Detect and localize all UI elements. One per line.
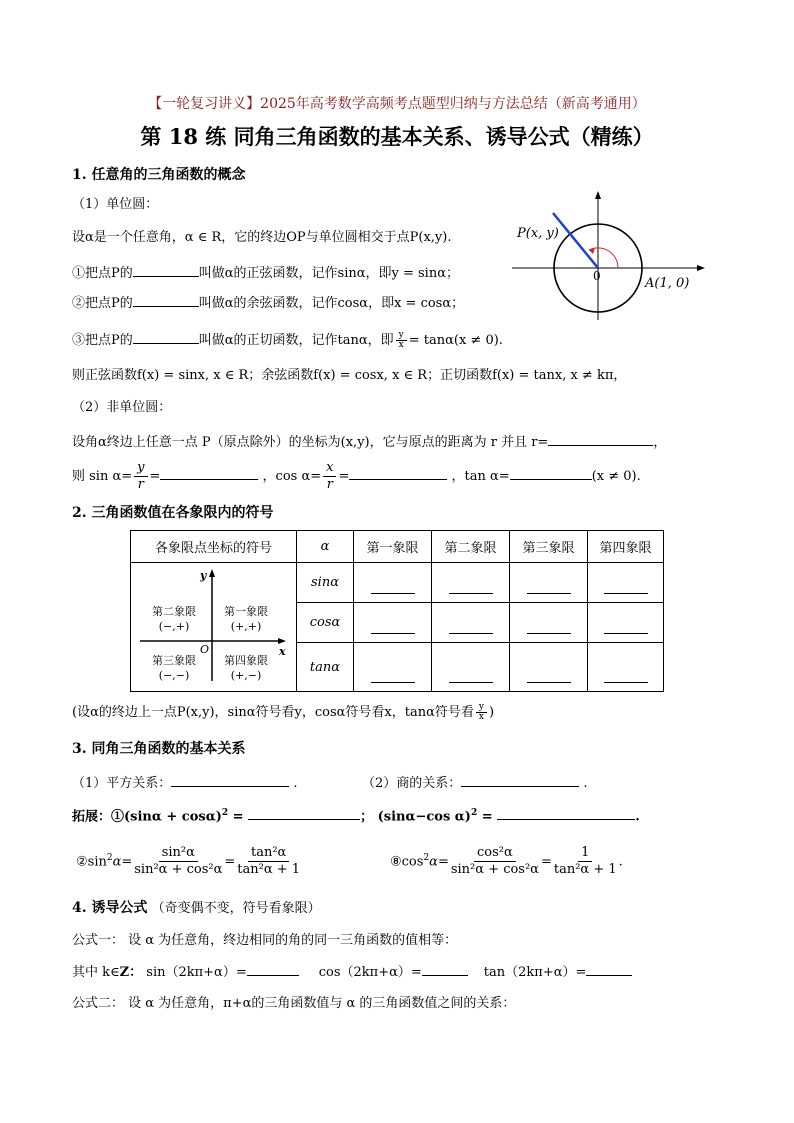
fill-blank bbox=[604, 682, 648, 683]
text: 2 bbox=[221, 808, 229, 818]
text: sin（2kπ+α）= bbox=[142, 965, 247, 980]
text: . bbox=[618, 854, 623, 870]
text: x bbox=[323, 460, 336, 477]
x-arrow-icon bbox=[278, 638, 286, 644]
text: . bbox=[583, 776, 588, 791]
fill-blank bbox=[133, 293, 199, 307]
text: . bbox=[293, 776, 298, 791]
fill-blank bbox=[371, 633, 415, 634]
text: 各象限点坐标的符号 bbox=[131, 531, 297, 563]
text-line bbox=[72, 263, 459, 283]
text: tanα bbox=[297, 643, 354, 692]
text: y bbox=[396, 331, 407, 341]
section-3-heading: 3. 同角三角函数的基本关系 bbox=[72, 741, 246, 757]
text: sin²α + cos²α bbox=[134, 862, 223, 878]
text: (+,+) bbox=[230, 620, 261, 633]
text-line bbox=[72, 460, 641, 494]
text: ) bbox=[488, 705, 495, 720]
fill-blank bbox=[461, 773, 579, 787]
fill-blank bbox=[527, 593, 571, 594]
text: 第一象限 bbox=[354, 531, 432, 563]
fill-blank bbox=[247, 962, 299, 976]
text: cos（2kπ+α）= bbox=[318, 965, 422, 980]
text: 第四象限 bbox=[223, 654, 268, 667]
text-line: 公式二： 设 α 为任意角，π+α的三角函数值与 α 的三角函数值之间的关系： bbox=[72, 996, 516, 1011]
text: 叫做α的正弦函数，记作sinα，即y = sinα； bbox=[198, 266, 459, 281]
text-line bbox=[72, 804, 640, 826]
text: sin²α bbox=[159, 845, 198, 862]
text: sin²α + cos²α bbox=[450, 862, 539, 878]
text: tan²α + 1 bbox=[553, 862, 617, 878]
fill-blank bbox=[349, 466, 447, 480]
text: ③把点P的 bbox=[72, 333, 133, 348]
text: y bbox=[476, 703, 487, 713]
text: （奇变偶不变，符号看象限） bbox=[147, 901, 321, 916]
label-p: P(x, y) bbox=[517, 226, 559, 241]
text: α= bbox=[429, 854, 449, 870]
fill-blank bbox=[248, 806, 360, 820]
formula-cos-squared: $⑧\cos^2\alpha=$ $\frac{\text{cos²α}}{\text{sin²α + cos²α}}$ = $\frac{1}{\text{tan²α + 1}}$ . bbox=[390, 845, 623, 878]
text: x bbox=[478, 712, 484, 722]
text: r bbox=[137, 477, 144, 492]
text: r bbox=[326, 477, 333, 492]
fill-blank bbox=[371, 593, 415, 594]
text: ； (sinα−cos α) bbox=[360, 809, 471, 825]
text: α= bbox=[112, 854, 133, 870]
text: tan²α + 1 bbox=[237, 862, 301, 878]
text-line bbox=[72, 773, 298, 793]
text: 设角α终边上任意一点 P（原点除外）的坐标为(x,y)，它与原点的距离为 r 并且 r= bbox=[72, 435, 549, 450]
text: . bbox=[635, 809, 640, 825]
sign-table bbox=[130, 530, 664, 692]
text: 第二象限 bbox=[432, 531, 510, 563]
text: (−,+) bbox=[158, 620, 189, 633]
fill-blank bbox=[527, 633, 571, 634]
fill-blank bbox=[604, 633, 648, 634]
formula-sin-squared: $②\sin^2\alpha=$ $\frac{\text{sin²α}}{\text{sin²α + cos²α}}$ = $\frac{\text{tan²α}}{\text{tan²α + 1}}$ bbox=[76, 845, 301, 878]
text: ，cos α= bbox=[262, 469, 322, 484]
text: = bbox=[228, 809, 249, 825]
fill-blank bbox=[586, 962, 632, 976]
text: (+,−) bbox=[230, 669, 261, 682]
text: sinα bbox=[297, 563, 354, 603]
text: tan（2kπ+α）= bbox=[483, 965, 587, 980]
fill-blank bbox=[371, 682, 415, 683]
fill-blank bbox=[497, 806, 635, 820]
fraction bbox=[396, 331, 407, 350]
text-line bbox=[72, 293, 464, 313]
fill-blank bbox=[604, 593, 648, 594]
text: 则 sin α= bbox=[72, 469, 133, 484]
text: O bbox=[199, 643, 209, 656]
text: y bbox=[199, 569, 206, 582]
series-header: 【一轮复习讲义】2025年高考数学高频考点题型归纳与方法总结（新高考通用） bbox=[148, 96, 646, 112]
text-line: 设α是一个任意角，α ∈ R，它的终边OP与单位圆相交于点P(x,y). bbox=[72, 230, 452, 245]
fill-blank bbox=[510, 466, 592, 480]
section-1-heading: 1. 任意角的三角函数的概念 bbox=[72, 167, 246, 183]
text: ②把点P的 bbox=[72, 296, 133, 311]
label-a: A(1, 0) bbox=[645, 276, 690, 291]
text: ②sin bbox=[76, 854, 107, 870]
text: 第一象限 bbox=[223, 605, 268, 618]
table-header-row bbox=[131, 531, 664, 563]
text-line bbox=[72, 330, 503, 350]
section-2-heading: 2. 三角函数值在各象限内的符号 bbox=[72, 505, 274, 521]
fill-blank bbox=[422, 962, 468, 976]
text: (−,−) bbox=[158, 669, 189, 682]
label-origin: 0 bbox=[593, 269, 601, 283]
text: x bbox=[398, 340, 404, 350]
text: cosα bbox=[297, 602, 354, 643]
table-row bbox=[131, 563, 664, 603]
text: （2）商的关系： bbox=[362, 776, 462, 791]
text: cos²α bbox=[474, 845, 516, 862]
fill-blank bbox=[449, 633, 493, 634]
fill-blank bbox=[133, 263, 199, 277]
text: 2 bbox=[423, 853, 430, 863]
text-line: 则正弦函数f(x) = sinx, x ∈ R；余弦函数f(x) = cosx, x ∈ R；正切函数f(x) = tanx, x ≠ kπ， bbox=[72, 368, 627, 383]
text: 其中 k∈ bbox=[72, 965, 120, 980]
sign-note bbox=[72, 703, 494, 722]
fill-blank bbox=[171, 773, 289, 787]
text: x bbox=[278, 645, 286, 658]
text: （1）平方关系： bbox=[72, 776, 172, 791]
y-axis-arrow-icon bbox=[595, 191, 601, 199]
text: 2 bbox=[470, 808, 478, 818]
x-axis-arrow-icon bbox=[697, 265, 705, 271]
section-4-heading bbox=[72, 899, 321, 918]
text: α bbox=[297, 531, 354, 563]
text: ①把点P的 bbox=[72, 266, 133, 281]
text: (设α的终边上一点P(x,y)，sinα符号看y，cosα符号看x，tanα符号看 bbox=[72, 705, 474, 720]
text: 第三象限 bbox=[151, 654, 196, 667]
fill-blank bbox=[160, 466, 258, 480]
text: Z： bbox=[119, 965, 143, 980]
fraction-x-over-r bbox=[323, 460, 336, 493]
fill-blank bbox=[548, 432, 653, 446]
text: = bbox=[477, 809, 498, 825]
terminal-side-op bbox=[553, 213, 598, 268]
text: ， bbox=[653, 435, 667, 450]
quadrant-diagram-cell bbox=[131, 563, 297, 692]
text-line: 公式一： 设 α 为任意角，终边相同的角的同一三角函数的值相等： bbox=[72, 933, 458, 948]
text: y bbox=[134, 460, 147, 477]
text: = bbox=[338, 469, 350, 484]
text: = tanα(x ≠ 0). bbox=[408, 333, 503, 348]
text: = bbox=[149, 469, 161, 484]
fraction-y-over-r bbox=[134, 460, 147, 493]
text: 第四象限 bbox=[588, 531, 664, 563]
text: 叫做α的余弦函数，记作cosα，即x = cosα； bbox=[198, 296, 465, 311]
subheading-unit-circle: （1）单位圆： bbox=[72, 197, 159, 212]
quadrant-diagram bbox=[134, 563, 294, 687]
text-line bbox=[362, 773, 588, 793]
y-arrow-icon bbox=[209, 569, 215, 577]
unit-circle-diagram bbox=[505, 185, 715, 325]
text: ⑧cos bbox=[390, 854, 424, 870]
text: tan²α bbox=[248, 845, 289, 862]
text: 第二象限 bbox=[151, 605, 196, 618]
text: 4. 诱导公式 bbox=[72, 900, 148, 916]
text: 拓展：①(sinα + cosα) bbox=[72, 809, 222, 825]
fill-blank bbox=[449, 593, 493, 594]
fill-blank bbox=[527, 682, 571, 683]
text: 第三象限 bbox=[510, 531, 588, 563]
subheading-non-unit-circle: （2）非单位圆： bbox=[72, 400, 172, 415]
fill-blank bbox=[449, 682, 493, 683]
page-title: 第 18 练 同角三角函数的基本关系、诱导公式（精练） bbox=[140, 124, 654, 149]
text: (x ≠ 0). bbox=[591, 469, 641, 484]
text-line bbox=[72, 962, 632, 982]
text: ，tan α= bbox=[451, 469, 510, 484]
text: 2 bbox=[106, 853, 113, 863]
text-line bbox=[72, 432, 666, 452]
text: 叫做α的正切函数，记作tanα，即 bbox=[198, 333, 394, 348]
text: 1 bbox=[578, 845, 592, 862]
fill-blank bbox=[133, 330, 199, 344]
